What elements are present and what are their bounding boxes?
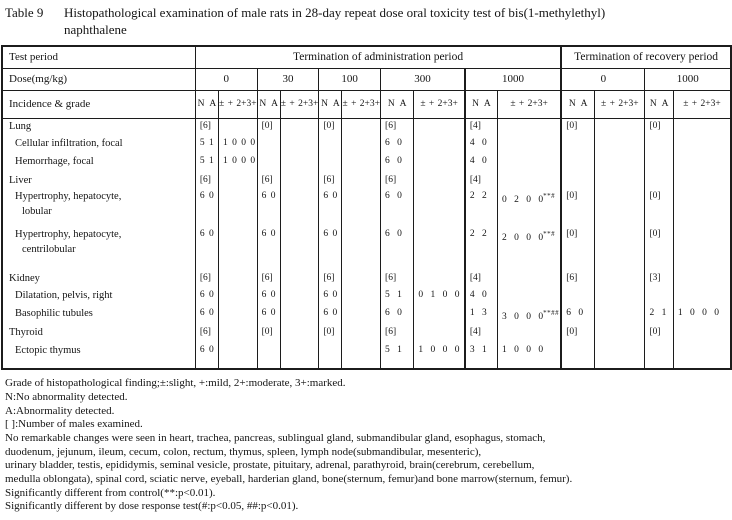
row-label: Dilatation, pelvis, right [2, 288, 195, 306]
test-period-row [2, 46, 731, 68]
table-number: Table 9 [5, 5, 44, 20]
na-cell [257, 136, 280, 154]
na-cell: [3] [645, 271, 673, 288]
na-cell [319, 136, 342, 154]
na-cell: 6 0 [195, 306, 218, 325]
na-cell: 3 1 [465, 343, 498, 369]
administration-period-header: Termination of administration period [195, 46, 561, 68]
na-cell [561, 154, 594, 173]
na-cell [645, 173, 673, 189]
grade-cell [673, 288, 731, 306]
footnote-line: A:Abnormality detected. [5, 404, 115, 417]
grade-cell [595, 306, 645, 325]
table-row [2, 189, 731, 227]
row-label: Lung [2, 118, 195, 136]
na-cell [645, 154, 673, 173]
row-label: Ectopic thymus [2, 343, 195, 369]
dose-value: 100 [319, 68, 381, 90]
na-cell: 6 0 [195, 189, 218, 227]
dose-value: 1000 [645, 68, 731, 90]
grade-header: ± + 2+3+ [595, 90, 645, 118]
grade-cell [595, 227, 645, 271]
grade-cell [342, 306, 381, 325]
grade-cell [595, 343, 645, 369]
na-cell: 6 0 [381, 306, 414, 325]
na-cell: [0] [257, 118, 280, 136]
na-cell: 2 2 [465, 227, 498, 271]
na-cell: [0] [645, 118, 673, 136]
na-header: N A [381, 90, 414, 118]
grade-cell [280, 271, 319, 288]
grade-cell [673, 136, 731, 154]
na-cell: 6 0 [381, 227, 414, 271]
na-header: N A [561, 90, 594, 118]
na-cell: [0] [257, 325, 280, 343]
dose-row [2, 68, 731, 90]
na-cell [257, 343, 280, 369]
na-cell: 6 0 [257, 288, 280, 306]
grade-cell [342, 173, 381, 189]
na-cell: [0] [645, 227, 673, 271]
table-row [2, 271, 731, 288]
na-cell: 6 0 [257, 189, 280, 227]
grade-cell [497, 136, 561, 154]
na-cell: [6] [257, 173, 280, 189]
na-cell: [6] [381, 118, 414, 136]
grade-cell: 1 0 0 0 [219, 136, 258, 154]
row-label: Cellular infiltration, focal [2, 136, 195, 154]
na-cell: [6] [561, 271, 594, 288]
incidence-grade-row [2, 90, 731, 118]
grade-cell [673, 173, 731, 189]
na-cell: 5 1 [381, 343, 414, 369]
footnote-line: Significantly different from control(**:p<0.01). [5, 486, 216, 499]
table-body [2, 118, 731, 369]
na-cell: [0] [645, 189, 673, 227]
grade-cell: 1 0 0 0 [673, 306, 731, 325]
footnote-line: N:No abnormality detected. [5, 390, 128, 403]
na-cell: 6 0 [381, 136, 414, 154]
grade-cell [497, 154, 561, 173]
na-cell: [6] [195, 271, 218, 288]
table-row [2, 306, 731, 325]
row-label: Hemorrhage, focal [2, 154, 195, 173]
grade-cell [342, 136, 381, 154]
grade-cell [497, 288, 561, 306]
grade-cell [595, 189, 645, 227]
table-title [0, 0, 732, 38]
na-cell: 4 0 [465, 136, 498, 154]
footnote-line: No remarkable changes were seen in heart, trachea, pancreas, sublingual gland, submandibular gland, esophagus, stomach, [5, 431, 546, 444]
table-header [2, 46, 731, 118]
dose-label: Dose(mg/kg) [2, 68, 195, 90]
na-cell: [0] [319, 325, 342, 343]
dose-value: 300 [381, 68, 465, 90]
na-cell: [0] [561, 227, 594, 271]
na-cell: 2 1 [645, 306, 673, 325]
na-cell: 5 1 [195, 154, 218, 173]
na-cell: [6] [319, 173, 342, 189]
na-cell: [6] [195, 173, 218, 189]
grade-header: ± + 2+3+ [342, 90, 381, 118]
na-cell: [6] [381, 325, 414, 343]
grade-cell [414, 118, 465, 136]
caption-line-1: Histopathological examination of male rats in 28-day repeat dose oral toxicity test of bis(1-methylethyl) [64, 5, 606, 20]
na-cell: 5 1 [381, 288, 414, 306]
grade-cell [414, 154, 465, 173]
row-label: Liver [2, 173, 195, 189]
na-header: N A [195, 90, 218, 118]
na-header: N A [465, 90, 498, 118]
grade-cell [219, 271, 258, 288]
grade-cell [414, 271, 465, 288]
na-cell: 6 0 [319, 227, 342, 271]
na-cell [561, 136, 594, 154]
na-cell: 6 0 [319, 306, 342, 325]
footnote-line: urinary bladder, testis, epididymis, seminal vesicle, prostate, pituitary, adrenal, parathyroid, brain(cerebrum, cerebellum, [5, 459, 535, 472]
grade-header: ± + 2+3+ [280, 90, 319, 118]
grade-cell [497, 118, 561, 136]
footnote-line: duodenum, jejunum, ileum, cecum, colon, rectum, thymus, spleen, lymph node(submandibular, mesenteric), [5, 445, 482, 458]
table-row [2, 288, 731, 306]
na-cell: [0] [319, 118, 342, 136]
dose-value: 30 [257, 68, 319, 90]
na-cell [561, 288, 594, 306]
grade-cell [219, 189, 258, 227]
na-cell [645, 136, 673, 154]
table-row [2, 343, 731, 369]
grade-header: ± + 2+3+ [414, 90, 465, 118]
significance-marker: **# [543, 192, 556, 200]
grade-cell [414, 189, 465, 227]
na-cell: 6 0 [257, 306, 280, 325]
significance-marker: **## [543, 309, 560, 317]
row-label-line2: centrilobular [22, 244, 76, 255]
grade-cell [280, 306, 319, 325]
na-cell: [0] [561, 118, 594, 136]
na-cell: 6 0 [319, 288, 342, 306]
grade-cell [595, 173, 645, 189]
footnote-line: [ ]:Number of males examined. [5, 418, 143, 431]
grade-header: ± + 2+3+ [497, 90, 561, 118]
grade-cell [342, 343, 381, 369]
na-cell: 1 3 [465, 306, 498, 325]
table-row [2, 154, 731, 173]
table-caption [64, 5, 728, 38]
row-label: Basophilic tubules [2, 306, 195, 325]
grade-cell [414, 136, 465, 154]
grade-cell: 3 0 0 0**## [497, 306, 561, 325]
row-label: Kidney [2, 271, 195, 288]
grade-cell: 0 1 0 0 [414, 288, 465, 306]
grade-cell [219, 325, 258, 343]
na-cell [645, 343, 673, 369]
grade-cell [595, 288, 645, 306]
grade-cell [497, 271, 561, 288]
grade-cell [414, 227, 465, 271]
dose-value: 0 [561, 68, 645, 90]
histopathology-table [1, 45, 732, 370]
grade-cell [280, 325, 319, 343]
grade-cell [673, 343, 731, 369]
na-cell: [6] [195, 118, 218, 136]
row-label: Thyroid [2, 325, 195, 343]
grade-cell [595, 136, 645, 154]
na-cell: [4] [465, 118, 498, 136]
grade-cell [595, 154, 645, 173]
na-cell [319, 343, 342, 369]
grade-cell [280, 227, 319, 271]
na-cell: [6] [381, 271, 414, 288]
na-cell: [0] [645, 325, 673, 343]
na-cell: 6 0 [195, 288, 218, 306]
grade-header: ± + 2+3+ [219, 90, 258, 118]
grade-cell [595, 118, 645, 136]
na-cell: [0] [561, 189, 594, 227]
table-row [2, 118, 731, 136]
grade-cell [219, 227, 258, 271]
grade-cell [280, 189, 319, 227]
footnote-line: Grade of histopathological finding;±:slight, +:mild, 2+:moderate, 3+:marked. [5, 377, 346, 390]
grade-cell: 1 0 0 0 [414, 343, 465, 369]
na-cell: 6 0 [195, 227, 218, 271]
grade-cell [280, 173, 319, 189]
grade-cell [219, 306, 258, 325]
table-row [2, 325, 731, 343]
na-cell: [0] [561, 325, 594, 343]
grade-cell [673, 227, 731, 271]
na-cell: 6 0 [561, 306, 594, 325]
grade-cell [219, 288, 258, 306]
grade-cell [280, 154, 319, 173]
grade-header: ± + 2+3+ [673, 90, 731, 118]
na-cell: [6] [257, 271, 280, 288]
caption-line-2: naphthalene [64, 21, 127, 37]
grade-cell [280, 343, 319, 369]
na-cell: 2 2 [465, 189, 498, 227]
grade-cell [342, 271, 381, 288]
na-cell: [4] [465, 173, 498, 189]
na-cell: [6] [319, 271, 342, 288]
grade-cell [219, 173, 258, 189]
significance-marker: **# [543, 230, 556, 238]
test-period-label: Test period [2, 46, 195, 68]
na-cell: [6] [381, 173, 414, 189]
grade-cell [414, 325, 465, 343]
na-cell: 4 0 [465, 288, 498, 306]
grade-cell [673, 154, 731, 173]
na-cell [561, 173, 594, 189]
grade-cell [219, 118, 258, 136]
grade-cell: 2 0 0 0**# [497, 227, 561, 271]
grade-cell [497, 325, 561, 343]
grade-cell [342, 288, 381, 306]
na-cell: [4] [465, 271, 498, 288]
grade-cell [673, 271, 731, 288]
footnote-line: Significantly different by dose response test(#:p<0.05, ##:p<0.01). [5, 500, 299, 513]
grade-cell [342, 189, 381, 227]
grade-cell [414, 306, 465, 325]
na-cell [319, 154, 342, 173]
na-cell: 6 0 [195, 343, 218, 369]
na-header: N A [257, 90, 280, 118]
incidence-grade-label: Incidence & grade [2, 90, 195, 118]
na-cell [257, 154, 280, 173]
grade-cell [342, 227, 381, 271]
footnote-line: medulla oblongata), spinal cord, sciatic nerve, eyeball, harderian gland, bone(sternum, femur)and bone marrow(sternum, femur). [5, 473, 573, 486]
grade-cell [673, 118, 731, 136]
table-row [2, 173, 731, 189]
grade-cell [673, 189, 731, 227]
grade-cell [280, 136, 319, 154]
na-header: N A [319, 90, 342, 118]
dose-value: 1000 [465, 68, 561, 90]
grade-cell [595, 271, 645, 288]
grade-cell [342, 325, 381, 343]
na-cell: [6] [195, 325, 218, 343]
table-row [2, 227, 731, 271]
na-cell: [4] [465, 325, 498, 343]
na-cell: 6 0 [319, 189, 342, 227]
table-row [2, 136, 731, 154]
grade-cell [497, 173, 561, 189]
recovery-period-header: Termination of recovery period [561, 46, 731, 68]
na-cell: 5 1 [195, 136, 218, 154]
na-cell: 6 0 [381, 154, 414, 173]
na-cell [645, 288, 673, 306]
na-cell: 6 0 [381, 189, 414, 227]
grade-cell [414, 173, 465, 189]
grade-cell [280, 118, 319, 136]
grade-cell [595, 325, 645, 343]
row-label: Hypertrophy, hepatocyte, centrilobular [2, 227, 195, 271]
grade-cell: 0 2 0 0**# [497, 189, 561, 227]
na-header: N A [645, 90, 673, 118]
grade-cell: 1 0 0 0 [219, 154, 258, 173]
grade-cell [280, 288, 319, 306]
grade-cell [219, 343, 258, 369]
row-label: Hypertrophy, hepatocyte, lobular [2, 189, 195, 227]
row-label-line2: lobular [22, 206, 52, 217]
grade-cell [342, 118, 381, 136]
grade-cell [342, 154, 381, 173]
footnotes [0, 370, 732, 514]
dose-value: 0 [195, 68, 257, 90]
na-cell [561, 343, 594, 369]
grade-cell [673, 325, 731, 343]
grade-cell: 1 0 0 0 [497, 343, 561, 369]
na-cell: 4 0 [465, 154, 498, 173]
na-cell: 6 0 [257, 227, 280, 271]
